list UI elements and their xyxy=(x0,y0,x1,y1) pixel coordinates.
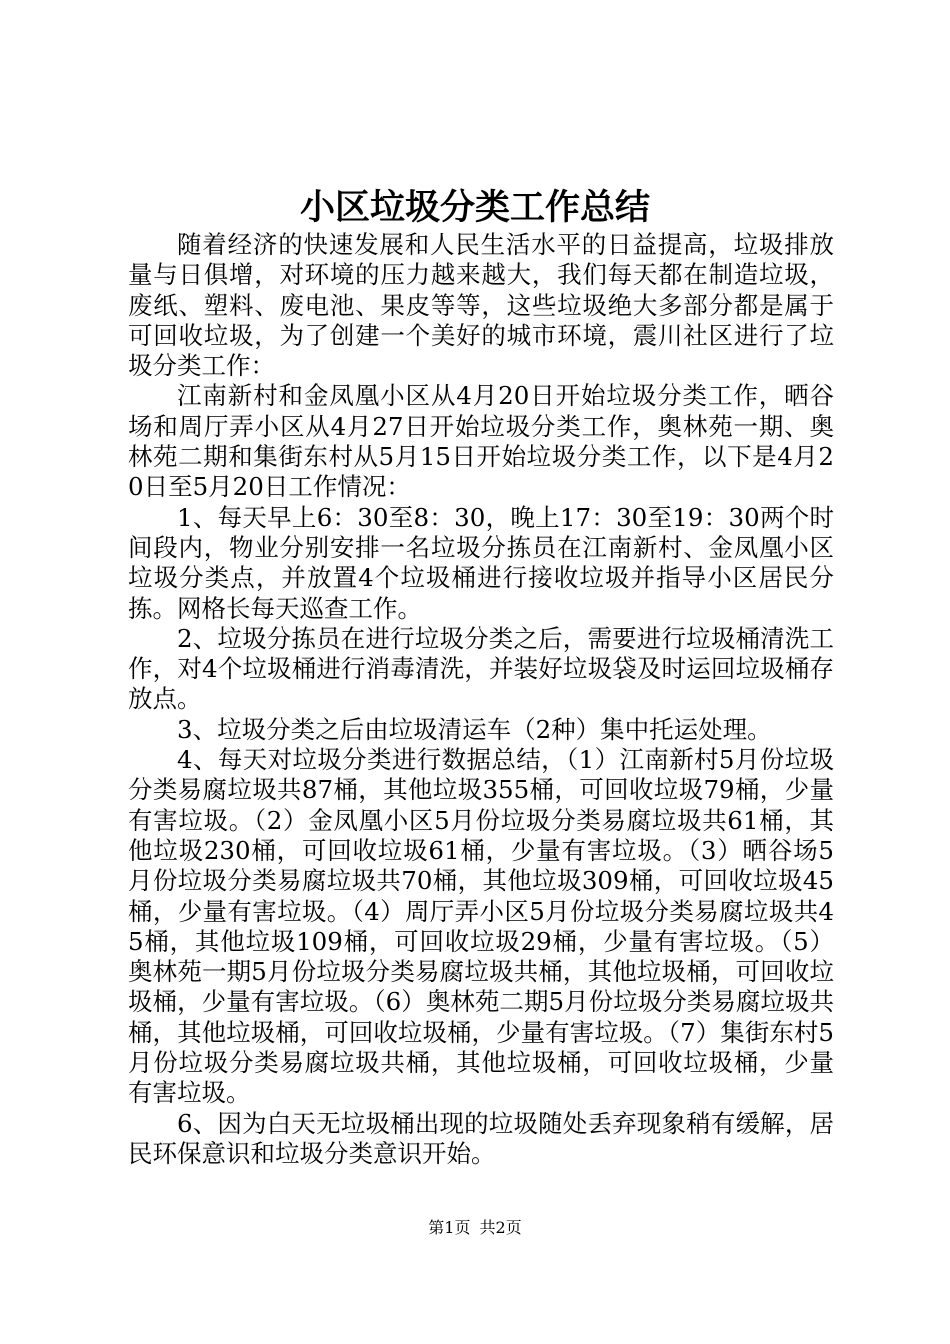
paragraph-item-3: 3、垃圾分类之后由垃圾清运车（2种）集中托运处理。 xyxy=(177,714,772,744)
paragraph-item-6: 6、因为白天无垃圾桶出现的垃圾随处丢弃现象稍有缓解，居民环保意识和垃圾分类意识开始。 xyxy=(128,1108,834,1168)
page-number-total: 共2页 xyxy=(479,1218,522,1237)
paragraph-item-4: 4、每天对垃圾分类进行数据总结，（1）江南新村5月份垃圾分类易腐垃圾共87桶，其他垃圾355桶，可回收垃圾79桶，少量有害垃圾。（2）金凤凰小区5月份垃圾分类易腐垃圾共61桶，其他垃圾230桶，可回收垃圾61桶，少量有害垃圾。（3）晒谷场5月份垃圾分类易腐垃圾共70桶，其他垃圾309桶，可回收垃圾45桶，少量有害垃圾。（4）周厅弄小区5月份垃圾分类易腐垃圾共45桶，其他垃圾109桶，可回收垃圾29桶，少量有害垃圾。（5）奥林苑一期5月份垃圾分类易腐垃圾共桶，其他垃圾桶，可回收垃圾桶，少量有害垃圾。（6）奥林苑二期5月份垃圾分类易腐垃圾共桶，其他垃圾桶，可回收垃圾桶，少量有害垃圾。（7）集街东村5月份垃圾分类易腐垃圾共桶，其他垃圾桶，可回收垃圾桶，少量有害垃圾。 xyxy=(128,745,834,1108)
document-title: 小区垃圾分类工作总结 xyxy=(299,187,650,228)
paragraph-item-1: 1、每天早上6：30至8：30，晚上17：30至19：30两个时间段内，物业分别安排一名垃圾分拣员在江南新村、金凤凰小区垃圾分类点，并放置4个垃圾桶进行接收垃圾并指导小区居民分拣。网格长每天巡查工作。 xyxy=(128,502,834,623)
page-footer xyxy=(0,1217,950,1239)
paragraph-schedule: 江南新村和金凤凰小区从4月20日开始垃圾分类工作，晒谷场和周厅弄小区从4月27日开始垃圾分类工作，奥林苑一期、奥林苑二期和集街东村从5月15日开始垃圾分类工作，以下是4月20日至5月20日工作情况： xyxy=(128,381,834,502)
paragraph-item-2: 2、垃圾分拣员在进行垃圾分类之后，需要进行垃圾桶清洗工作，对4个垃圾桶进行消毒清洗，并装好垃圾袋及时运回垃圾桶存放点。 xyxy=(128,623,834,714)
document-body xyxy=(128,230,834,1169)
page-number-current: 第1页 xyxy=(428,1218,471,1237)
paragraph-intro: 随着经济的快速发展和人民生活水平的日益提高，垃圾排放量与日俱增，对环境的压力越来越大，我们每天都在制造垃圾，废纸、塑料、废电池、果皮等等，这些垃圾绝大多部分都是属于可回收垃圾，为了创建一个美好的城市环境，震川社区进行了垃圾分类工作： xyxy=(128,230,834,381)
